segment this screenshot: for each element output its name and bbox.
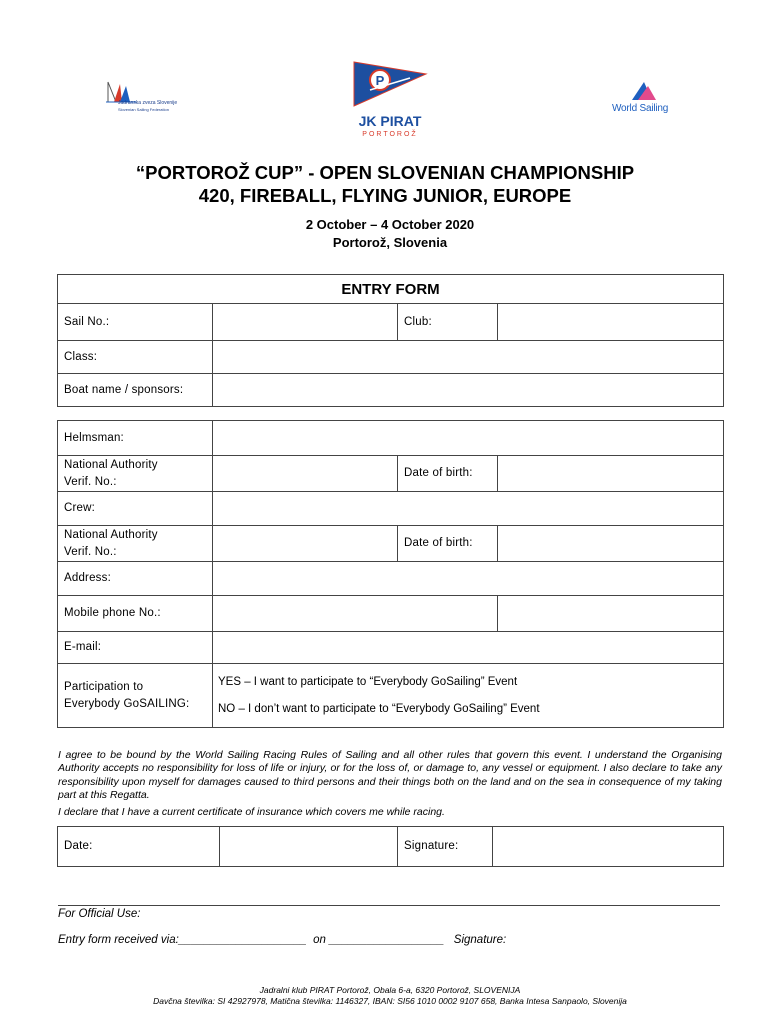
- footer-address: Jadralni klub PIRAT Portorož, Obala 6-a, 6320 Portorož, SLOVENIJA: [259, 985, 521, 995]
- mobile-field[interactable]: [213, 596, 498, 632]
- club-name: JK PIRAT: [358, 113, 422, 129]
- official-received-line: Entry form received via:____________________ on __________________ Signature:: [58, 934, 507, 946]
- crew-dob-field[interactable]: [498, 526, 724, 562]
- date-label: Date:: [58, 827, 220, 867]
- crew-form-table: [57, 420, 724, 728]
- svg-text:P: P: [375, 73, 385, 88]
- federation-name: Jadranska zveza Slovenije: [118, 100, 178, 106]
- event-title: “PORTOROŽ CUP” - OPEN SLOVENIAN CHAMPIONSHIP: [135, 162, 635, 183]
- jk-pirat-logo: [350, 58, 430, 140]
- nat-auth-line2: Verif. No.:: [64, 475, 117, 488]
- boat-name-label: Boat name / sponsors:: [58, 374, 213, 407]
- entry-form-title: ENTRY FORM: [58, 275, 724, 304]
- participation-line1: Participation to: [64, 680, 144, 693]
- world-sailing-logo: [612, 80, 682, 116]
- helmsman-label: Helmsman:: [58, 421, 213, 456]
- class-label: Class:: [58, 341, 213, 374]
- date-field[interactable]: [220, 827, 398, 867]
- helmsman-field[interactable]: [213, 421, 724, 456]
- address-label: Address:: [58, 562, 213, 596]
- agreement-text: I agree to be bound by the World Sailing Racing Rules of Sailing and all other rules that govern this event. I understand the Organising Authority accepts no responsibility for loss of life or injury, or for the loss of, or damage to, any vessel or equipment. I also declare to take any responsibility upon myself for damages caused to third persons and their things both on the land and on the sea in consequence of my taking part at this Regatta.: [58, 749, 722, 802]
- entry-form-table: [57, 274, 724, 407]
- helmsman-verif-field[interactable]: [213, 456, 398, 492]
- helmsman-dob-label: Date of birth:: [398, 456, 498, 492]
- crew-label: Crew:: [58, 492, 213, 526]
- nat-auth-line2: Verif. No.:: [64, 545, 117, 558]
- crew-dob-label: Date of birth:: [398, 526, 498, 562]
- signature-label: Signature:: [398, 827, 493, 867]
- federation-name-en: Slovenian Sailing Federation: [118, 107, 169, 112]
- event-classes: 420, FIREBALL, FLYING JUNIOR, EUROPE: [198, 185, 572, 206]
- club-label: Club:: [398, 304, 498, 341]
- world-sailing-sail-icon: [622, 80, 662, 104]
- signing-table: [57, 826, 724, 867]
- event-location: Portorož, Slovenia: [332, 235, 448, 250]
- sail-no-field[interactable]: [213, 304, 398, 341]
- signature-field[interactable]: [493, 827, 724, 867]
- participation-options: [213, 664, 724, 728]
- no-option[interactable]: NO – I don’t want to participate to “Everybody GoSailing” Event: [218, 703, 540, 715]
- nat-auth-line1: National Authority: [64, 528, 158, 541]
- footer-tax-info: Davčna številka: SI 42927978, Matična številka: 1146327, IBAN: SI56 1010 0002 9107 658, Banka Intesa Sanpaolo, Slovenija: [153, 996, 627, 1006]
- email-label: E-mail:: [58, 632, 213, 664]
- nat-auth-line1: National Authority: [64, 458, 158, 471]
- class-field[interactable]: [213, 341, 724, 374]
- sail-no-label: Sail No.:: [58, 304, 213, 341]
- helmsman-national-authority-label: [58, 456, 213, 492]
- insurance-text: I declare that I have a current certificate of insurance which covers me while racing.: [58, 806, 445, 818]
- event-dates: 2 October – 4 October 2020: [305, 217, 475, 232]
- club-field[interactable]: [498, 304, 724, 341]
- pennant-icon: [350, 58, 430, 110]
- crew-field[interactable]: [213, 492, 724, 526]
- helmsman-dob-field[interactable]: [498, 456, 724, 492]
- crew-national-authority-label: [58, 526, 213, 562]
- participation-label: [58, 664, 213, 728]
- yes-option[interactable]: YES – I want to participate to “Everybody GoSailing” Event: [218, 676, 518, 688]
- boat-name-field[interactable]: [213, 374, 724, 407]
- mobile-label: Mobile phone No.:: [58, 596, 213, 632]
- world-sailing-name: World Sailing: [612, 103, 669, 114]
- official-use-title: For Official Use:: [58, 908, 141, 920]
- mobile-extra-field[interactable]: [498, 596, 724, 632]
- official-divider: [58, 905, 720, 906]
- email-field[interactable]: [213, 632, 724, 664]
- club-city: PORTOROŽ: [362, 131, 418, 138]
- participation-line2: Everybody GoSAILING:: [64, 697, 190, 710]
- slovenian-sailing-federation-logo: [106, 80, 196, 116]
- address-field[interactable]: [213, 562, 724, 596]
- crew-verif-field[interactable]: [213, 526, 398, 562]
